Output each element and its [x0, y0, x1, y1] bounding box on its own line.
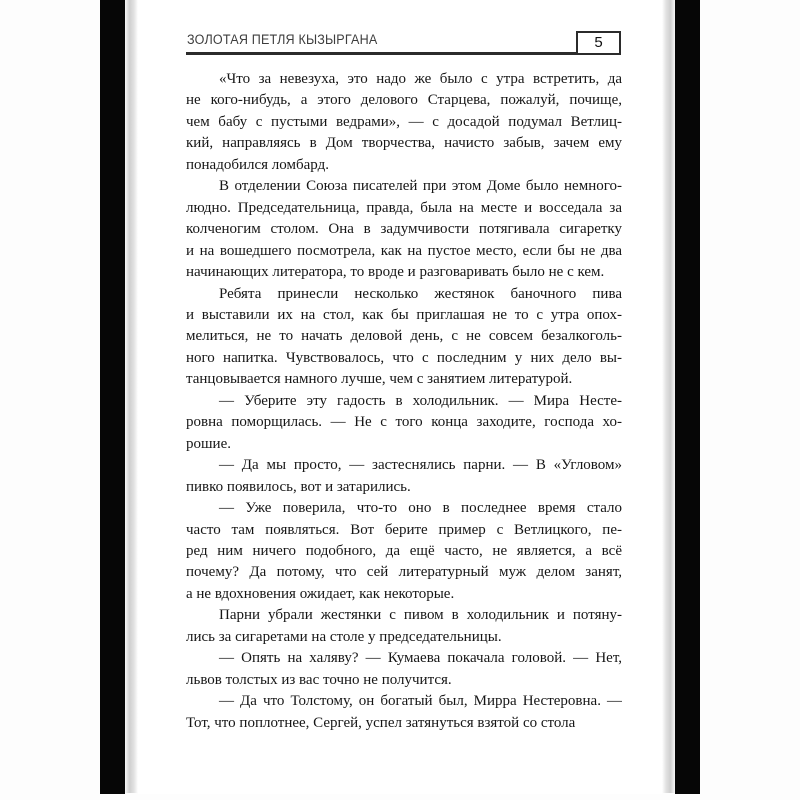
page-text [186, 69, 622, 734]
text-line: В отделении Союза писателей при этом Доме было немного- [219, 178, 622, 195]
paragraph [186, 69, 622, 176]
text-line: пивко появилось, вот и затарились. [186, 478, 411, 495]
paragraph [186, 284, 622, 391]
text-line: рошие. [186, 435, 231, 452]
text-line: людно. Председательница, правда, была на месте и восседала за [186, 199, 622, 216]
page-edge-shadow-right [662, 0, 675, 793]
text-line: не кого-нибудь, а этого делового Старцева, пожалуй, почище, [186, 92, 622, 109]
paragraph [186, 176, 622, 283]
paragraph [186, 498, 622, 605]
text-line: колченогим столом. Она в задумчивости потягивала сигаретку [186, 221, 622, 238]
text-line: ного напитка. Чувствовалось, что с последним у них дело вы- [186, 349, 622, 366]
text-line: почему? Да потому, что сей литературный муж делом занят, [186, 564, 622, 581]
page-number-box [576, 31, 621, 55]
text-line: лись за сигаретами на столе у председательницы. [186, 628, 502, 645]
text-line: часто там появляться. Вот берите пример с Ветлицкого, пе- [186, 521, 622, 538]
text-line: ровна поморщилась. — Не с того конца заходите, господа хо- [186, 414, 622, 431]
text-line: чем бабу с пустыми ведрами», — с досадой подумал Ветлиц- [186, 113, 622, 130]
text-line: — Уже поверила, что-то оно в последнее время стало [219, 500, 622, 517]
paragraph [186, 691, 622, 734]
text-line: — Уберите эту гадость в холодильник. — Мира Несте- [219, 392, 622, 409]
text-line: Тот, что поплотнее, Сергей, успел затянуться взятой со стола [186, 714, 576, 731]
text-line: начинающих литератора, то вроде и разговаривать было не с кем. [186, 264, 605, 281]
text-line: и выставили их на стол, как бы приглашая не то с утра опох- [186, 306, 622, 323]
paragraph [186, 391, 622, 455]
text-line: кий, направляясь в Дом творчества, начисто забыв, зачем ему [186, 135, 622, 152]
book-page [138, 0, 662, 794]
text-line: — Да мы просто, — застеснялись парни. — В «Угловом» [219, 457, 622, 474]
text-line: — Да что Толстому, он богатый был, Мирра Нестеровна. — [219, 693, 622, 710]
text-line: львов толстых из вас точно не получится. [186, 671, 452, 688]
text-line: танцовывается намного лучше, чем с занятием литературой. [186, 371, 573, 388]
text-line: ред ним ничего подобного, да ещё часто, не является, а всё [186, 542, 622, 559]
paragraph [186, 605, 622, 648]
header-rule [186, 52, 578, 55]
text-line: — Опять на халяву? — Кумаева покачала головой. — Нет, [219, 650, 622, 667]
running-title: ЗОЛОТАЯ ПЕТЛЯ КЫЗЫРГАНА [187, 32, 378, 47]
text-line: понадобился ломбард. [186, 156, 329, 173]
paragraph [186, 648, 622, 691]
text-line: мелиться, не то начать деловой день, с не совсем безалкоголь- [186, 328, 622, 345]
text-line: Парни убрали жестянки с пивом в холодильник и потяну- [219, 607, 622, 624]
text-line: Ребята принесли несколько жестянок баночного пива [219, 285, 622, 302]
page-number: 5 [594, 34, 603, 51]
photo-background-strip-right [675, 0, 700, 794]
text-line: «Что за невезуха, это надо же было с утра встретить, да [219, 71, 622, 87]
page-edge-shadow-left [125, 0, 138, 793]
paragraph [186, 455, 622, 498]
text-line: и на вошедшего посмотрела, как на пустое место, если бы не два [186, 242, 622, 259]
photo-background-strip-left [100, 0, 125, 794]
text-line: а не вдохновения ожидает, как некоторые. [186, 585, 455, 602]
